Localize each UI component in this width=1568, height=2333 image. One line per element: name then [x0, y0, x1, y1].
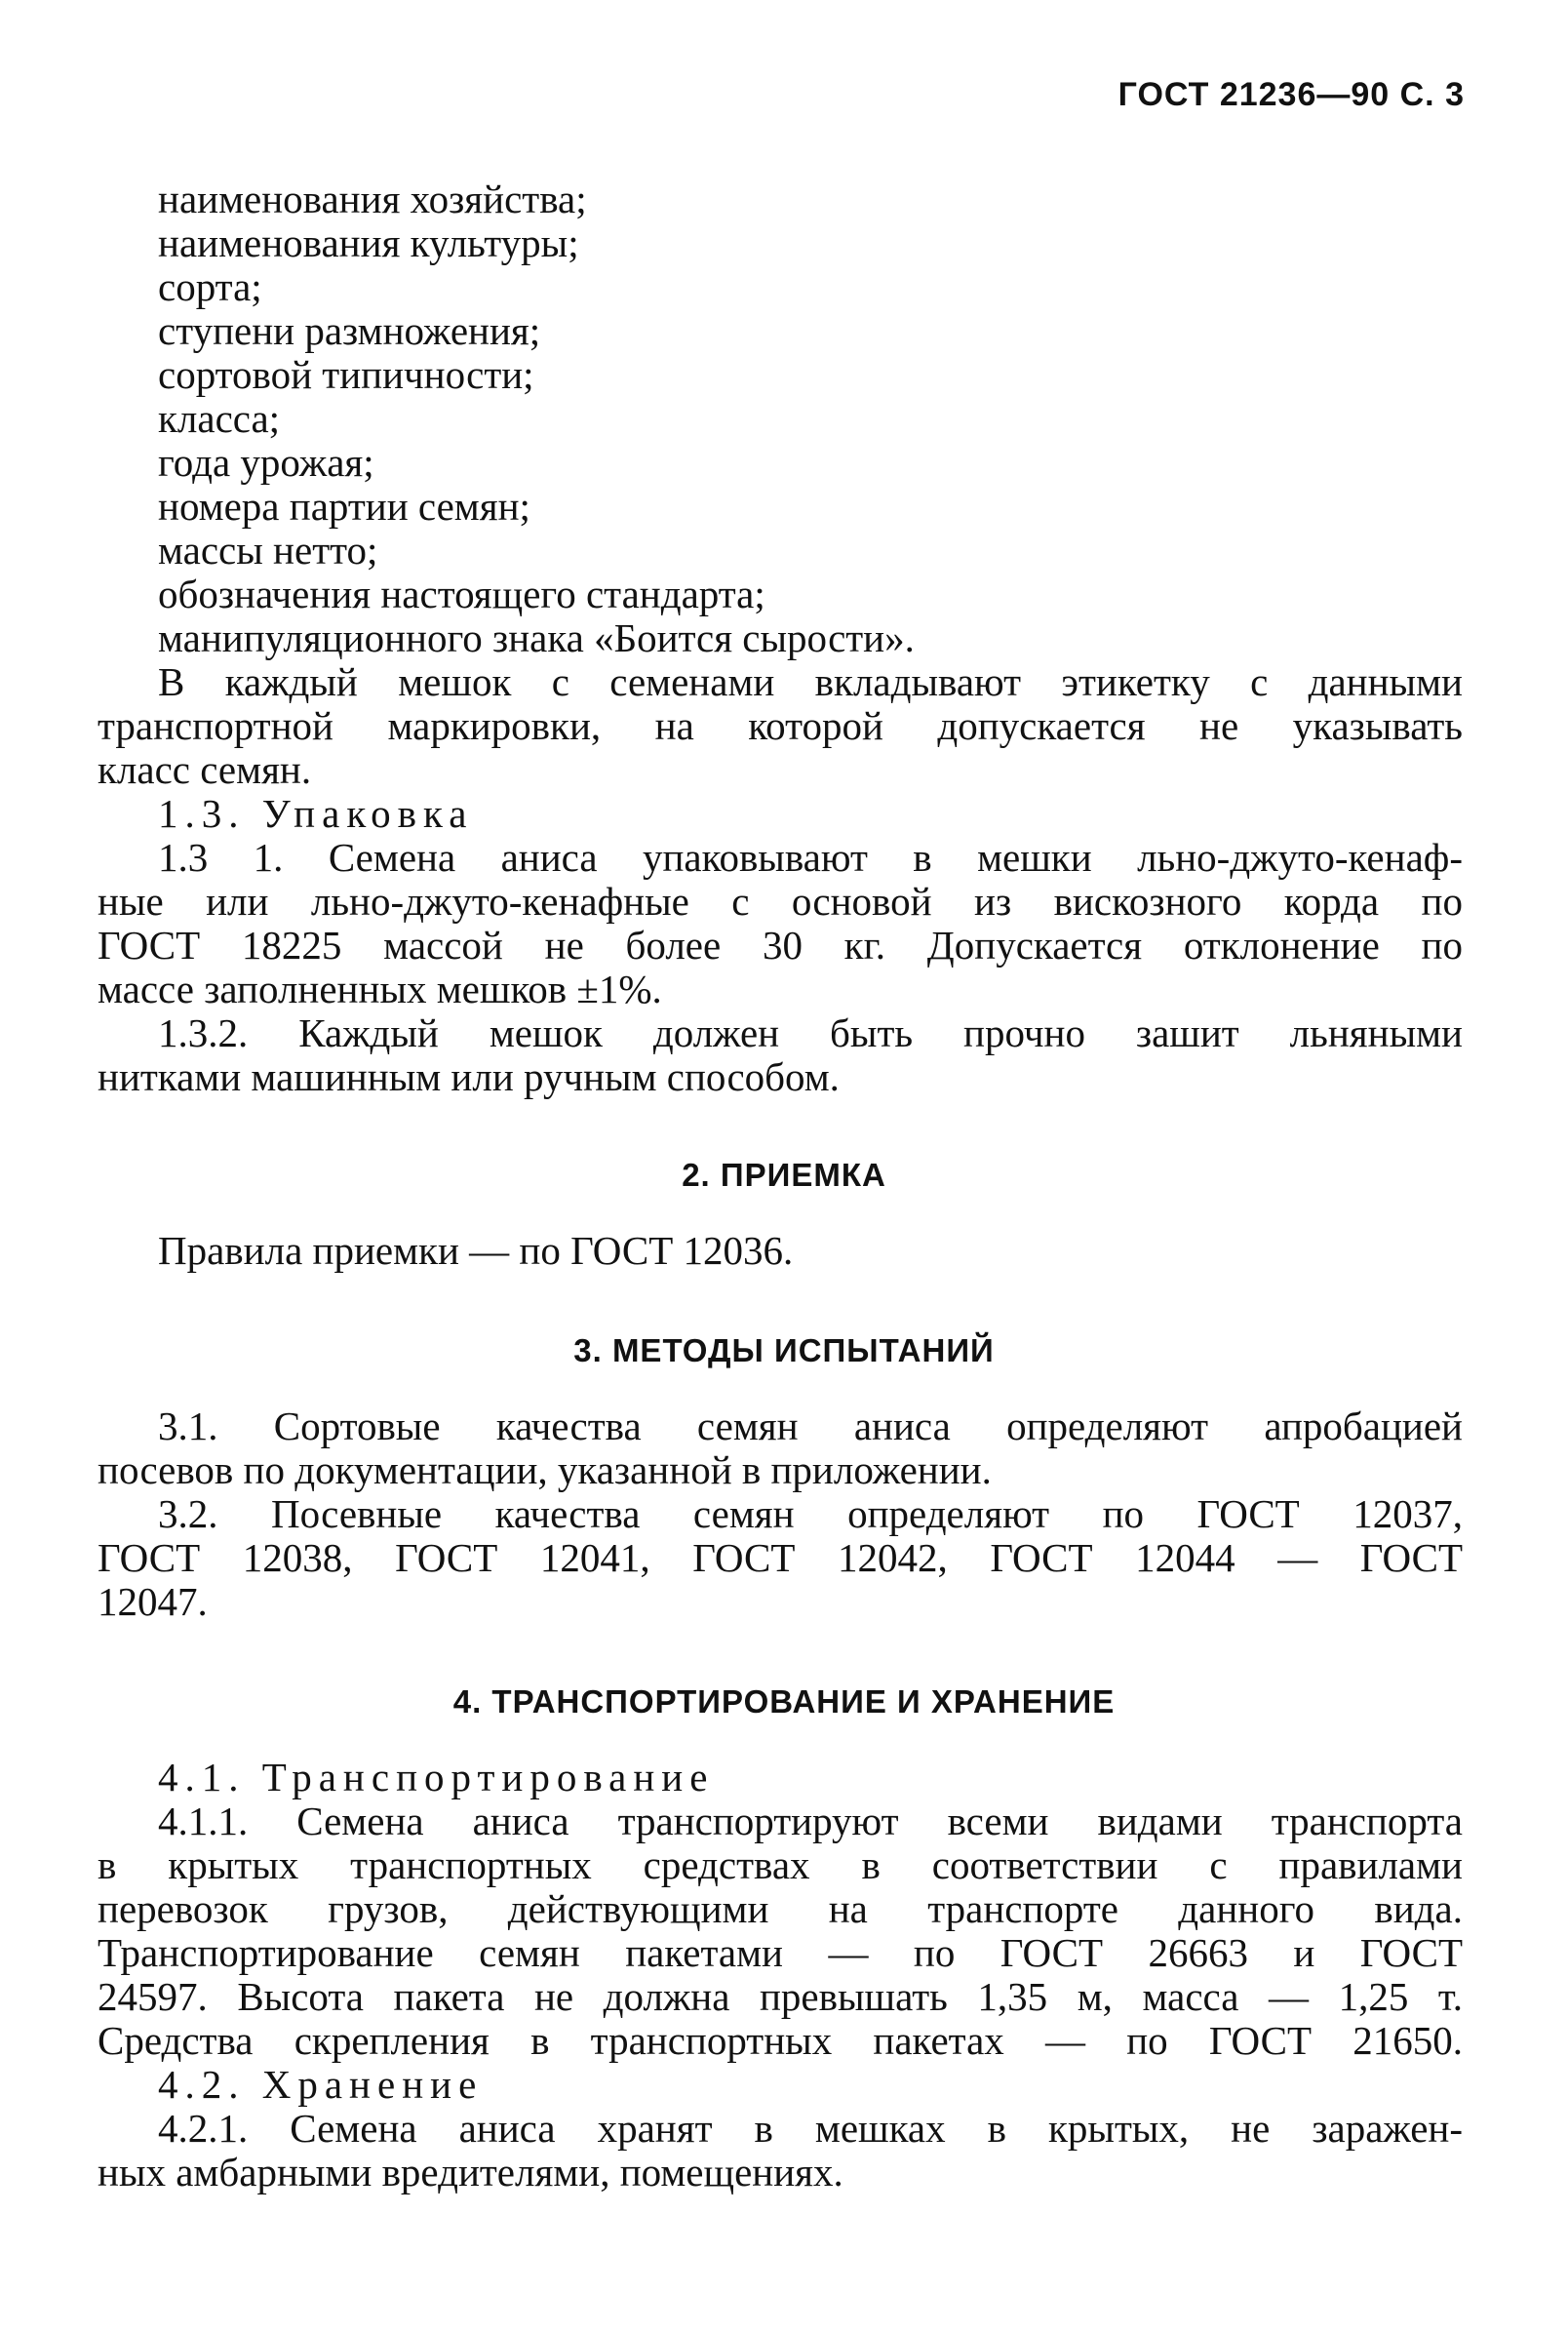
paragraph-line: ГОСТ 18225 массой не более 30 кг. Допускается отклонение по — [98, 923, 1463, 968]
list-item: наименования культуры; — [158, 220, 579, 265]
section-heading: 4. ТРАНСПОРТИРОВАНИЕ И ХРАНЕНИЕ — [452, 1683, 1116, 1720]
list-item: массы нетто; — [158, 528, 378, 573]
paragraph-line: 4.2.1. Семена аниса хранят в мешках в крытых, не заражен- — [158, 2106, 1463, 2151]
paragraph-line: Правила приемки — по ГОСТ 12036. — [158, 1228, 794, 1273]
list-item: сорта; — [158, 264, 262, 309]
running-header: ГОСТ 21236—90 С. 3 — [1117, 76, 1465, 113]
list-item: сортовой типичности; — [158, 352, 534, 397]
list-item: обозначения настоящего стандарта; — [158, 572, 765, 616]
paragraph-line: В каждый мешок с семенами вкладывают этикетку с данными — [158, 659, 1463, 704]
paragraph-line: 1.3.2. Каждый мешок должен быть прочно зашит льняными — [158, 1010, 1463, 1055]
list-item: класса; — [158, 396, 281, 441]
subsection-title: 1.3. Упаковка — [158, 791, 474, 836]
paragraph-line: 3.1. Сортовые качества семян аниса определяют апробацией — [158, 1404, 1463, 1448]
list-item: ступени размножения; — [158, 308, 541, 353]
paragraph-line: нитками машинным или ручным способом. — [98, 1054, 840, 1099]
paragraph-line: 24597. Высота пакета не должна превышать 1,35 м, масса — 1,25 т. — [98, 1974, 1463, 2019]
paragraph-line: ные или льно-джуто-кенафные с основой из вискозного корда по — [98, 879, 1463, 924]
list-item: года урожая; — [158, 440, 374, 485]
paragraph-line: транспортной маркировки, на которой допускается не указывать — [98, 703, 1463, 748]
paragraph-line: 12047. — [98, 1579, 208, 1624]
list-item: манипуляционного знака «Боится сырости». — [158, 615, 915, 660]
paragraph-line: посевов по документации, указанной в приложении. — [98, 1447, 992, 1492]
subsection-title: 4.2. Хранение — [158, 2062, 484, 2107]
list-item: номера партии семян; — [158, 484, 530, 529]
paragraph-line: Средства скрепления в транспортных пакетах — по ГОСТ 21650. — [98, 2018, 1463, 2063]
paragraph-line: класс семян. — [98, 747, 312, 792]
paragraph-line: 3.2. Посевные качества семян определяют по ГОСТ 12037, — [158, 1491, 1463, 1536]
paragraph-line: ных амбарными вредителями, помещениях. — [98, 2150, 843, 2195]
paragraph-line: 1.3 1. Семена аниса упаковывают в мешки льно-джуто-кенаф- — [158, 835, 1463, 880]
section-heading: 2. ПРИЕМКА — [682, 1157, 886, 1193]
paragraph-line: в крытых транспортных средствах в соответствии с правилами — [98, 1842, 1463, 1887]
list-item: наименования хозяйства; — [158, 177, 587, 221]
subsection-title: 4.1. Транспортирование — [158, 1755, 715, 1799]
paragraph-line: Транспортирование семян пакетами — по ГОСТ 26663 и ГОСТ — [98, 1930, 1463, 1975]
paragraph-line: ГОСТ 12038, ГОСТ 12041, ГОСТ 12042, ГОСТ 12044 — ГОСТ — [98, 1535, 1463, 1580]
paragraph-line: массе заполненных мешков ±1%. — [98, 967, 662, 1011]
paragraph-line: 4.1.1. Семена аниса транспортируют всеми видами транспорта — [158, 1799, 1463, 1843]
section-heading: 3. МЕТОДЫ ИСПЫТАНИЙ — [573, 1332, 995, 1368]
paragraph-line: перевозок грузов, действующими на транспорте данного вида. — [98, 1886, 1463, 1931]
